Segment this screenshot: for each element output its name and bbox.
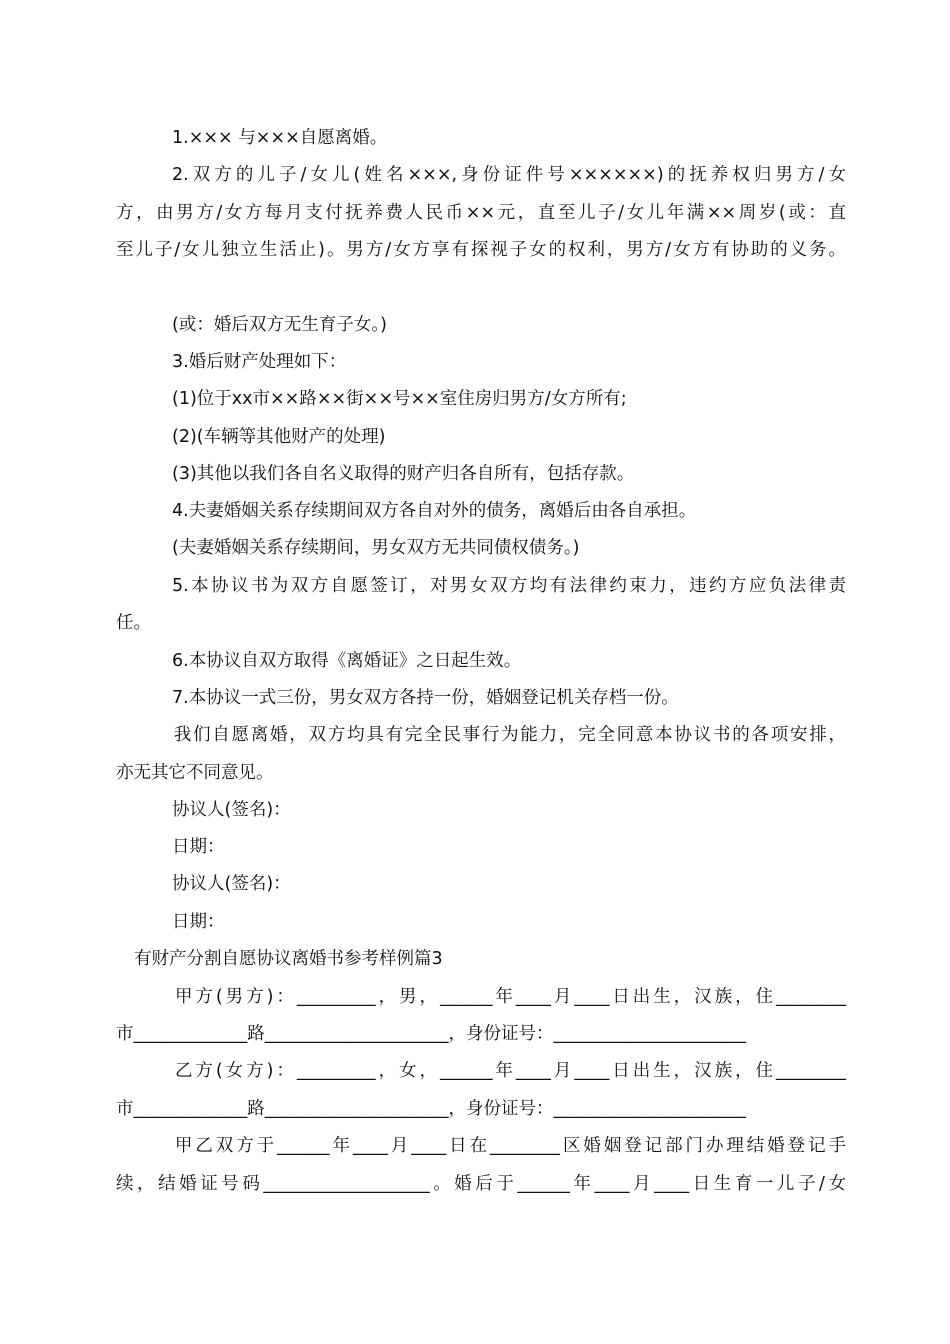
clause-2-line-1: 2.双方的儿子/女儿(姓名×××,身份证件号××××××)的抚养权归男方/女 — [172, 165, 846, 185]
signature-label-2: 协议人(签名)： — [172, 874, 291, 894]
clause-6: 6.本协议自双方取得《离婚证》之日起生效。 — [172, 651, 522, 671]
clause-7: 7.本协议一式三份，男女双方各持一份，婚姻登记机关存档一份。 — [172, 688, 679, 708]
marriage-line-1: 甲乙双方于______年____月____日在________区婚姻登记部门办理结婚登记手 — [172, 1136, 846, 1156]
clause-2-alt: (或：婚后双方无生育子女。) — [172, 315, 387, 335]
clause-5-line-2: 任。 — [116, 613, 151, 633]
clause-3-item-3: (3)其他以我们各自名义取得的财产归各自所有，包括存款。 — [172, 464, 635, 484]
statement-line-2: 亦无其它不同意见。 — [116, 763, 274, 783]
clause-2-line-3: 至儿子/女儿独立生活止)。男方/女方享有探视子女的权利，男方/女方有协助的义务。 — [116, 240, 846, 260]
marriage-line-2: 续，结婚证号码___________________。婚后于______年____月____日生育一儿子/女 — [116, 1174, 846, 1194]
party-b-line-1: 乙方(女方)：_________，女，______年____月____日出生，汉族，住________ — [172, 1061, 846, 1081]
signature-label-1: 协议人(签名)： — [172, 800, 291, 820]
clause-1: 1.××× 与×××自愿离婚。 — [172, 128, 388, 148]
party-a-line-1: 甲方(男方)：_________，男，______年____月____日出生，汉族，住________ — [172, 987, 846, 1007]
clause-4-alt: (夫妻婚姻关系存续期间，男女双方无共同债权债务。) — [172, 538, 580, 558]
date-label-2: 日期： — [172, 912, 225, 932]
clause-3-item-2: (2)(车辆等其他财产的处理) — [172, 427, 386, 447]
clause-5-line-1: 5.本协议书为双方自愿签订，对男女双方均有法律约束力，违约方应负法律责 — [172, 576, 846, 596]
party-b-line-2: 市_____________路_____________________，身份证号：______________________ — [116, 1099, 746, 1119]
date-label-1: 日期： — [172, 837, 225, 857]
section-title: 有财产分割自愿协议离婚书参考样例篇3 — [134, 949, 443, 969]
party-a-line-2: 市_____________路_____________________，身份证号：______________________ — [116, 1024, 746, 1044]
statement-line-1: 我们自愿离婚，双方均具有完全民事行为能力，完全同意本协议书的各项安排， — [172, 725, 846, 745]
clause-2-line-2: 方，由男方/女方每月支付抚养费人民币××元，直至儿子/女儿年满××周岁(或：直 — [116, 203, 846, 223]
clause-4: 4.夫妻婚姻关系存续期间双方各自对外的债务，离婚后由各自承担。 — [172, 501, 697, 521]
clause-3-item-1: (1)位于xx市××路××街××号××室住房归男方/女方所有; — [172, 389, 627, 409]
clause-3: 3.婚后财产处理如下： — [172, 352, 347, 372]
